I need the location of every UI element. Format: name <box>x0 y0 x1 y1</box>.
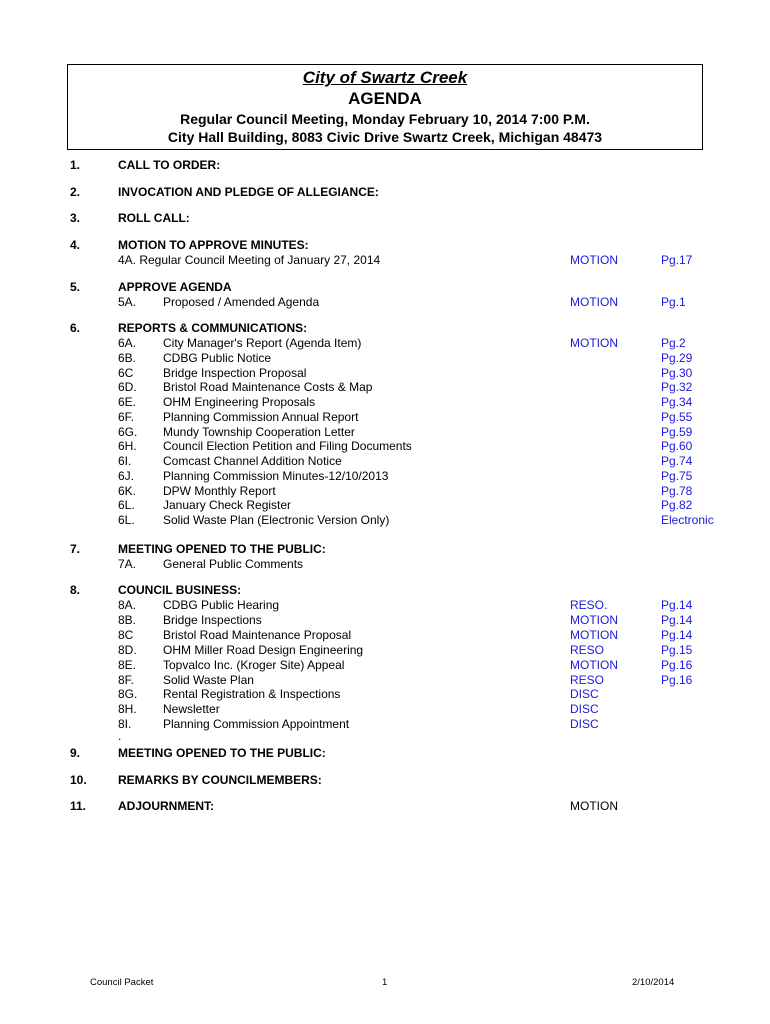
item-code: 5A. <box>118 295 137 309</box>
page-link[interactable]: Pg.82 <box>661 498 693 513</box>
report-code: 6K. <box>118 483 137 498</box>
section-title: CALL TO ORDER: <box>118 158 221 172</box>
section-title: APPROVE AGENDA <box>118 280 232 294</box>
business-code: 8B. <box>118 612 137 627</box>
section-number: 6. <box>70 321 81 335</box>
report-title: Mundy Township Cooperation Letter <box>163 424 355 439</box>
report-title: OHM Engineering Proposals <box>163 395 316 409</box>
report-code: 6A. <box>118 336 137 350</box>
report-title: Council Election Petition and Filing Documents <box>163 439 412 454</box>
action-link[interactable]: MOTION <box>570 295 618 309</box>
page-link[interactable]: Pg.74 <box>661 454 693 468</box>
business-title: Bristol Road Maintenance Proposal <box>163 627 352 642</box>
report-code: 6L. <box>118 498 135 513</box>
business-code: 8I. <box>118 717 132 732</box>
action-link[interactable]: MOTION <box>570 612 618 627</box>
report-title: January Check Register <box>163 498 292 513</box>
section-number: 8. <box>70 583 81 597</box>
report-title: Solid Waste Plan (Electronic Version Only) <box>163 513 390 527</box>
action-link[interactable]: MOTION <box>570 657 618 672</box>
meeting-location: City Hall Building, 8083 Civic Drive Swartz Creek, Michigan 48473 <box>167 129 603 145</box>
page-link[interactable]: Electronic <box>661 513 714 527</box>
section-number: 11. <box>70 799 87 813</box>
business-code: 8E. <box>118 657 137 672</box>
section-title: ADJOURNMENT: <box>118 799 214 813</box>
business-code: 8D. <box>118 642 137 657</box>
action-link[interactable]: MOTION <box>570 627 618 642</box>
page-link[interactable]: Pg.60 <box>661 439 693 454</box>
city-name: City of Swartz Creek <box>302 68 468 87</box>
section-title: MOTION TO APPROVE MINUTES: <box>118 238 309 252</box>
business-title: Newsletter <box>163 702 220 717</box>
action-link[interactable]: DISC <box>570 687 599 702</box>
meeting-info: Regular Council Meeting, Monday February 10, 2014 7:00 P.M. <box>180 111 590 127</box>
report-code: 6L. <box>118 513 135 527</box>
page-link[interactable]: Pg.59 <box>661 424 693 439</box>
business-code: 8G. <box>118 687 138 702</box>
section-number: 9. <box>70 746 81 760</box>
business-code: 8F. <box>118 672 135 687</box>
section-number: 3. <box>70 211 81 225</box>
action-link[interactable]: RESO. <box>570 598 608 612</box>
report-code: 6J. <box>118 468 135 483</box>
report-code: 6C <box>118 365 134 380</box>
business-title: CDBG Public Hearing <box>163 598 280 612</box>
report-code: 6B. <box>118 350 137 365</box>
section-title: REMARKS BY COUNCILMEMBERS: <box>118 773 322 787</box>
report-title: DPW Monthly Report <box>163 483 276 498</box>
section-title: MEETING OPENED TO THE PUBLIC: <box>118 746 326 760</box>
report-code: 6H. <box>118 439 137 454</box>
page-link[interactable]: Pg.32 <box>661 380 693 395</box>
section-title: INVOCATION AND PLEDGE OF ALLEGIANCE: <box>118 185 379 199</box>
report-title: City Manager's Report (Agenda Item) <box>163 336 362 350</box>
action-link[interactable]: MOTION <box>570 253 618 267</box>
action-link[interactable]: DISC <box>570 702 599 717</box>
agenda-title: AGENDA <box>348 89 422 108</box>
page-link[interactable]: Pg.1 <box>661 295 686 309</box>
section-number: 4. <box>70 238 81 252</box>
report-code: 6D. <box>118 380 137 395</box>
section-number: 1. <box>70 158 81 172</box>
section-number: 7. <box>70 542 81 556</box>
item-text: General Public Comments <box>163 557 304 571</box>
report-code: 6E. <box>118 395 137 409</box>
section-title: ROLL CALL: <box>118 211 190 225</box>
section-title: COUNCIL BUSINESS: <box>118 583 242 597</box>
business-title: OHM Miller Road Design Engineering <box>163 642 364 657</box>
page-link[interactable]: Pg.15 <box>661 642 693 657</box>
footer-date: 2/10/2014 <box>632 977 675 988</box>
page-number: 1 <box>382 977 388 988</box>
adjournment-action: MOTION <box>570 799 618 813</box>
page-link[interactable]: Pg.2 <box>661 336 686 350</box>
page-link[interactable]: Pg.78 <box>661 483 693 498</box>
agenda-header-box <box>67 64 703 150</box>
action-link[interactable]: DISC <box>570 717 599 732</box>
item-text: Proposed / Amended Agenda <box>163 295 320 309</box>
action-link[interactable]: RESO <box>570 672 605 687</box>
section-number: 5. <box>70 280 81 294</box>
business-title: Topvalco Inc. (Kroger Site) Appeal <box>163 657 345 672</box>
item-code: 7A. <box>118 557 137 571</box>
page-link[interactable]: Pg.29 <box>661 350 693 365</box>
page-link[interactable]: Pg.14 <box>661 627 693 642</box>
section-number: 2. <box>70 185 81 199</box>
business-title: Planning Commission Appointment <box>163 717 350 732</box>
page-link[interactable]: Pg.14 <box>661 612 693 627</box>
action-link[interactable]: MOTION <box>570 336 618 350</box>
stray-mark: . <box>118 729 122 743</box>
section-number: 10. <box>70 773 87 787</box>
business-code: 8H. <box>118 702 137 717</box>
report-title: Planning Commission Minutes-12/10/2013 <box>163 468 389 483</box>
page-link[interactable]: Pg.75 <box>661 468 693 483</box>
section-title: MEETING OPENED TO THE PUBLIC: <box>118 542 326 556</box>
report-title: Comcast Channel Addition Notice <box>163 454 342 468</box>
footer-left: Council Packet <box>90 977 154 988</box>
business-title: Solid Waste Plan <box>163 672 254 687</box>
report-code: 6I. <box>118 454 132 468</box>
report-title: CDBG Public Notice <box>163 350 272 365</box>
page-link[interactable]: Pg.30 <box>661 365 693 380</box>
business-title: Rental Registration & Inspections <box>163 687 341 702</box>
page-link[interactable]: Pg.17 <box>661 253 693 267</box>
report-code: 6F. <box>118 409 135 424</box>
report-title: Bridge Inspection Proposal <box>163 365 307 380</box>
page-link[interactable]: Pg.16 <box>661 672 693 687</box>
page-link[interactable]: Pg.34 <box>661 395 693 409</box>
business-title: Bridge Inspections <box>163 612 262 627</box>
minutes-item: 4A. Regular Council Meeting of January 27, 2014 <box>118 253 381 267</box>
page-link[interactable]: Pg.16 <box>661 657 693 672</box>
business-code: 8A. <box>118 598 137 612</box>
action-link[interactable]: RESO <box>570 642 605 657</box>
report-title: Bristol Road Maintenance Costs & Map <box>163 380 373 395</box>
page-link[interactable]: Pg.14 <box>661 598 693 612</box>
section-title: REPORTS & COMMUNICATIONS: <box>118 321 308 335</box>
report-title: Planning Commission Annual Report <box>163 409 359 424</box>
report-code: 6G. <box>118 424 138 439</box>
business-code: 8C <box>118 627 134 642</box>
page-link[interactable]: Pg.55 <box>661 409 693 424</box>
